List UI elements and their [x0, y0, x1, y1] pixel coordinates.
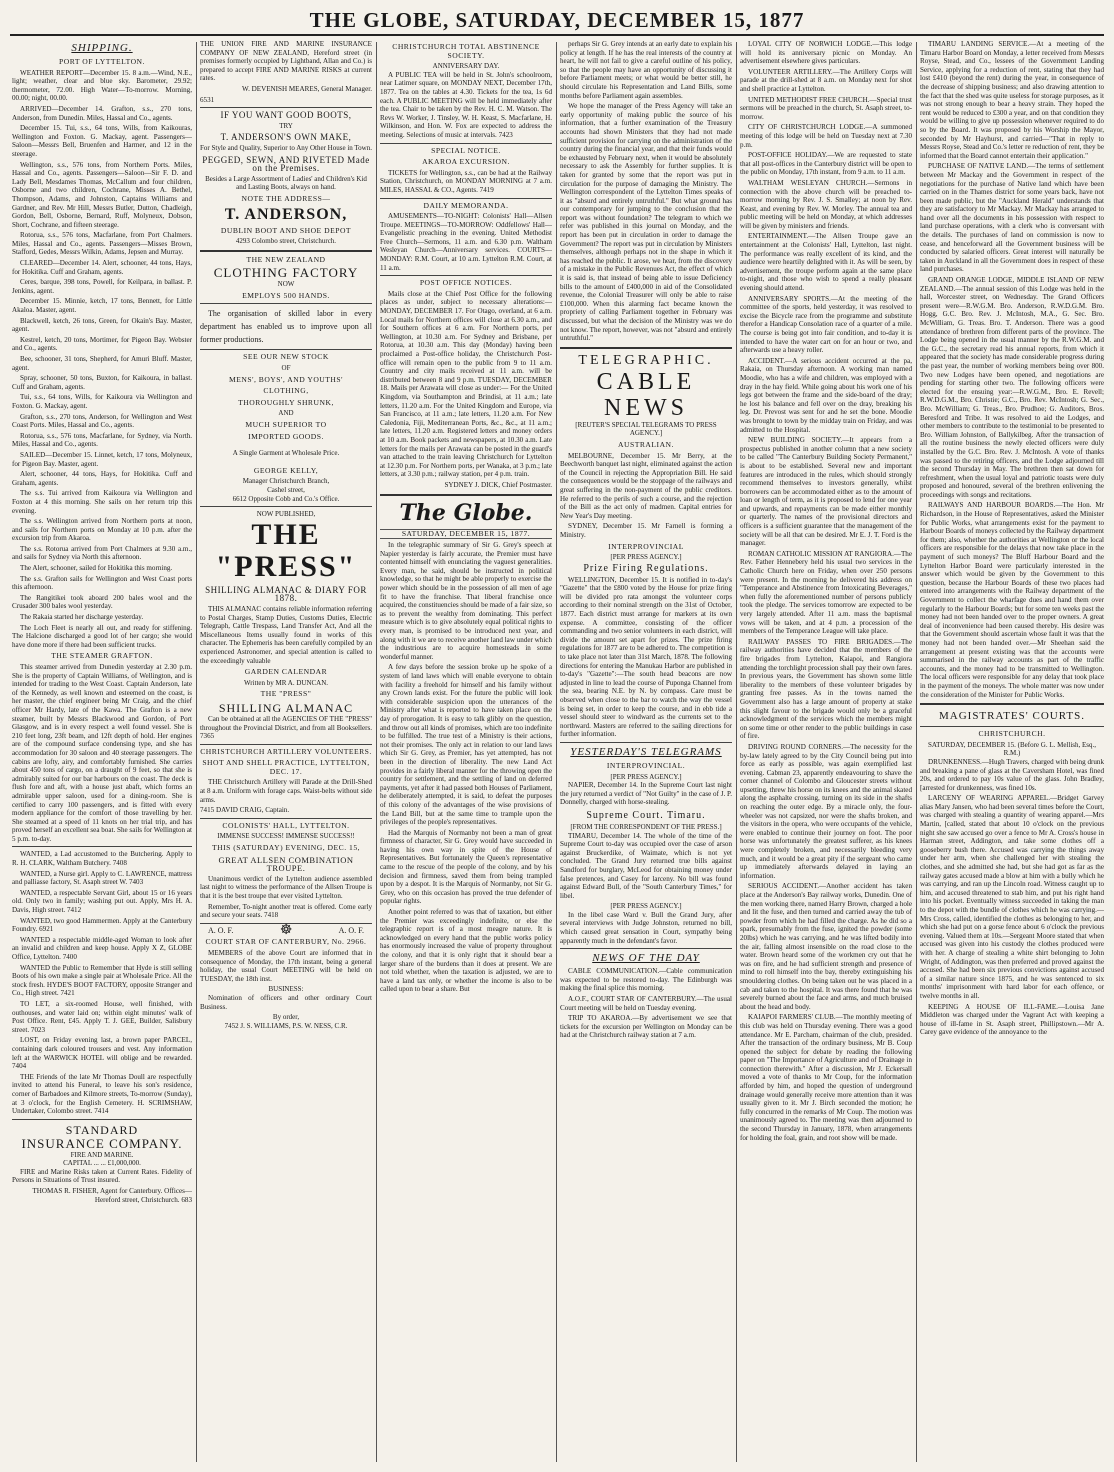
- editorial-paragraph: Another point referred to was that of taxation, but either the Premier was exceedingly indefinite, or else the telegraphic report is of a most meagre nature. It is acknowledged on every hand that the public works policy has enormously increased the value of property throughout the colony, and that it is only right that it should bear a larger share of the burdens than it does at present. We are not told whether, when the taxation is adjusted, we are to have a land tax only, or whether the income is also to be called upon to bear a share. But: [380, 908, 552, 994]
- news-items: [920, 40, 1104, 699]
- court-news-list: [920, 758, 1104, 1037]
- divider: [560, 347, 732, 349]
- union-insurance-ad: THE UNION FIRE AND MARINE INSURANCE COMPANY OF NEW ZEALAND, Hereford street (in premises formerly occupied by Lightband, Allan and Co.) is prepared to accept FIRE AND MARINE RISKS at current rates.: [200, 40, 372, 83]
- post-office-heading: POST OFFICE NOTICES.: [419, 278, 513, 288]
- standard-heading: STANDARD: [65, 1122, 139, 1137]
- business-heading: BUSINESS:: [268, 985, 304, 994]
- shrunk-label: THOROUGHLY SHRUNK,: [238, 397, 334, 407]
- column-6: [920, 40, 1104, 1464]
- news-item: TIMARU LANDING SERVICE.—At a meeting of the Timaru Harbor Board on Monday, a letter received from Messrs Royse, Stead, and Co., lessees of the Government Landing Service, applying for a reduction of rent, stating that they had lost £410 (beyond the rent) during the year, in consequence of the decrease of shipping business; and also drawing attention to the fact that the shed was quite useless for storage purposes, as it was not strong enough to bear a heavy strain. They hoped the rent would be reduced to £300 a year, and on that condition they would be willing to give up possession whenever required to do so by the Board. It was proposed by his Worship the Mayor, seconded by Mr Hayhurst, and carried—"That in reply to Messrs Royse, Stead and Co.'s letter re reduction of rent, they be informed that the Board cannot entertain their application.": [920, 40, 1104, 160]
- standard-signature: THOMAS R. FISHER, Agent for Canterbury. Offices—Hereford street, Christchurch. 683: [32, 1187, 192, 1204]
- akaroa-heading: AKAROA EXCURSION.: [422, 157, 510, 167]
- arrived-notice: ARRIVED—December 14. Grafton, s.s., 270 tons, Anderson, from Dunedin. Miles, Hassal and Co., agents.: [12, 104, 192, 122]
- abstinence-heading: CHRISTCHURCH TOTAL ABSTINENCE SOCIETY.: [392, 42, 540, 60]
- column-divider: [736, 42, 737, 1462]
- divider: [380, 143, 552, 144]
- news-item: DRIVING ROUND CORNERS.—The necessity for the by-law lately agreed to by the City Council being put into force as early as possible, was again exemplified last evening. Cabman 23, apparently endeavouring to shave the corner channel of Colombo and Gloucester streets without upsetting, threw his horse on its knees and the animal skated along the asphalte crossing, turning on its side in the shafts on reaching the outer edge. By a miracle only, the four-wheeler was not capsized, nor were the shafts broken, and the visitors in the opera, who were occupants of the vehicle, were enabled to continue their journey on foot. The poor horse was unfortunately the greatest sufferer, as his knees were completely broken, and necessarily bleeding very much, and it would be a great pity if the sergeant who came up immediately afterwards delayed in laying an information.: [740, 742, 912, 880]
- daily-memoranda: DAILY MEMORANDA.: [423, 200, 509, 210]
- shipping-entry: Wellington, s.s., 576 tons, from Northern Ports. Miles, Hassal and Co., agents. Passengers—Saloon—Sir F. D. and Lady Bell, Mesdames Thomas, McCallum and four children, Osborne and two children, Cochrane, Misses A. Bethel, Thompson, Adams, and Johnston, Captains Williams and Gardner, and Rev. Mr Hill, Messrs Butler, Dutton, Chadleigh, Gordon, Bell, Osborne, Bernard, Ruff, Molyneux, Dobson, Short, Cochrane, and fifteen steerage.: [12, 160, 192, 229]
- classified-ad: WANTED, two good Hammermen. Apply at the Canterbury Foundry. 6921: [12, 916, 192, 934]
- editorial-paragraph: We hope the manager of the Press Agency will take an early opportunity of making public the source of his information, that a further examination of the Treasury accounts had shown Ministers that they had not made sufficient provision for carrying on the administration of the country during the financial year, and that their funds would be exhausted by February next, when it would be absolutely necessary to ask the Assembly for further supplies. It is taken for granted by some that the report was put in circulation for the purpose of damaging the Ministry. The Wellington correspondent of the Lyttelton Times speaks of it as "absurd and entirely untruthful." But what ground has our contemporary for jumping to the conclusion that the report was without foundation? The telegram to which we refer was published in this journal on Monday, and the report has been put in circulation in order to damage the Government? The report was put in circulation by Ministers themselves, although perhaps not in the shape in which it has reached the public. It arose, we hear, from the discovery of a mistake in the Public Revenues Act, the effect of which it is said is, that instead of being able to issue Deficiency bills to the amount of £400,000 in aid of the Consolidated revenue, the Colonial Treasurer will only be able to raise £100,000. When this alarming fact became known the propriety of calling Parliament together in February was discussed, but what the decision of the Ministry was we do not know. The report, however, was not "absurd and entirely untruthful.": [560, 102, 732, 343]
- imported-label: IMPORTED GOODS.: [248, 431, 324, 441]
- divider: [200, 818, 372, 819]
- kelly-number: 6612: [232, 494, 247, 503]
- globe-date: SATURDAY, DECEMBER 15, 1877.: [380, 529, 552, 540]
- news-item: RAILWAYS AND HARBOUR BOARDS.—The Hon. Mr Richardson, in the House of Representatives, asked the Minister for Public Works, what arrangements exist for the payment to Harbour Boards of moneys collected by the Railway department for them; also, whether the authorities at Wellington or the local officers are responsible for the delays that now take place in the payment of such moneys? The Bluff Harbour Board and the Lyttelton Harbor Board were particularly interested in the answer which would be given by the Government to this question, because the Harbour Boards of these two places had entered into arrangements with the Railway department of the Government to collect the wharfage dues and hand them over regularly to the Harbour Boards; but for some ten weeks past the money had not been handed over to the proper owners. A great deal of inconvenience had been caused thereby. His desire was that the Government should ascertain whose fault it was that the money had not been handed over.—Mr Sheehan said the arrangement at present existing was that the accounts were summarised in the railway accounts as part of the traffic accounts, and the money had to be transmitted to Wellington. The local officers were responsible for any delay that took place in the payment of the moneys. The whole matter was now under the consideration of the Minister for Public Works.: [920, 501, 1104, 699]
- anniversary-day: ANNIVERSARY DAY.: [432, 62, 500, 71]
- divider: [200, 506, 372, 507]
- special-notice: SPECIAL NOTICE.: [431, 145, 501, 155]
- superior-label: MUCH SUPERIOR TO: [245, 420, 327, 430]
- news-of-day-list: [560, 967, 732, 1040]
- news-item: ENTERTAINMENT.—The Allsen Troupe gave an entertainment at the Colonists' Hall, Lyttelton, last night. The performance was really excellent of its kind, and the audience were heartily delighted with it. As will be seen, by advertisement, the troupe perform again at the same place to-night, and those who wish to spend a really pleasant evening should attend.: [740, 232, 912, 293]
- mens-label: MENS', BOYS', AND YOUTHS': [229, 374, 343, 384]
- shipping-entry: The Rakaia started her discharge yesterday.: [20, 613, 144, 622]
- shipping-entry: Spray, schooner, 50 tons, Buxton, for Kaikoura, in ballast. Cuff and Graham, agents.: [12, 374, 192, 391]
- shipping-entry: Rotorua, s.s., 576 tons, Macfarlane, for Sydney, via North. Miles, Hassal and Co., agents.: [12, 431, 192, 449]
- news-item: LOYAL CITY OF NORWICH LODGE.—This lodge will hold its anniversary picnic on Monday. An advertisement elsewhere gives particulars.: [740, 40, 912, 66]
- shipping-entry: Tui, s.s., 64 tons, Wills, for Kaikoura via Wellington and Foxton. G. Mackay, agent.: [12, 393, 192, 410]
- artillery-text: THE Christchurch Artillery will Parade at the Drill-Shed at 8 a.m. Uniform with forage caps. Waist-belts without side arms.: [200, 778, 372, 804]
- signature-number: 7452: [224, 1021, 239, 1030]
- classified-ad: WANTED a respectable middle-aged Woman to look after an invalid and children and keep house. Apply X Z, GLOBE Office, Lyttelton. 7400: [12, 935, 192, 961]
- shipping-entry: The s.s. Grafton sails for Wellington and West Coast ports this afternoon.: [12, 574, 192, 592]
- shot-heading: SHOT AND SHELL PRACTICE, LYTTELTON, DEC. 17.: [202, 758, 370, 776]
- note-address: NOTE THE ADDRESS—: [241, 193, 331, 203]
- see-stock: SEE OUR NEW STOCK: [243, 352, 329, 362]
- shipping-heading: SHIPPING.: [71, 42, 133, 54]
- divider: [12, 846, 192, 847]
- single-garment: A Single Garment at Wholesale Price.: [232, 449, 340, 458]
- news-item: GRAND ORANGE LODGE, MIDDLE ISLAND OF NEW ZEALAND.—The annual session of this Lodge was held in the hall, Worcester street, on Wednesday. The Grand Officers present were—R.W.G.M. Bro. Anderson, R.W.D.G.M. Bro. Hogg, G.C. Bro. Rev. J. McIntosh, M.A., G. Sec. Bro. McWilliam, G. Treas. Bro. T. Anderson. There was a good attendance of brethren from different parts of the province. The Lodge being opened in the usual manner by the R.W.G.M. and the G.C., the secretary read his annual reports, from which it appeared that the society has made considerable progress during the past year, the number of working members being over 800. Two new Lodges have been opened, and negotiations are pending for starting other two. The following officers were elected for the ensuing year:—R.W.G.M., Bro. E. Revell; R.W.D.G.M., Bro. Christie; G.C., Bro. Rev. McIntosh; G. Sec., Bro. McWilliam; G. Treas., Bro. Prudhoe; G. Auditors, Bros. Beresford and Tribe. It was resolved to aid the Lodges, and other members to contribute to the testimonial to be presented to Bro. William Johnston, of Ballykilbeg. After the transaction of all the routine business the newly elected officers were duly installed by the G.C. Bro. Rev. J. McIntosh. A vote of thanks was passed to the retiring officers, and the Lodge adjourned till the second Thursday in May. The brethren then sat down for refreshment, when the usual loyal and patriotic toasts were duly proposed and honoured, several of the brethren enlivening the proceedings with songs and recitations.: [920, 276, 1104, 499]
- divider: [920, 726, 1104, 727]
- masthead: [0, 0, 1114, 40]
- boots-try: TRY: [279, 121, 293, 130]
- divider: [380, 494, 552, 496]
- employs-label: EMPLOYS 500 HANDS.: [242, 290, 330, 300]
- shipping-entry: The Rangitikei took aboard 200 bales wool and the Crusader 300 bales wool yesterday.: [12, 593, 192, 611]
- column-1: [12, 40, 192, 1464]
- column-3: [380, 40, 552, 1464]
- shipping-entry: CLEARED—December 14. Alert, schooner, 44 tons, Hays, for Hokitika. Cuff and Graham, agents.: [12, 259, 192, 276]
- news-item: RAILWAY PASSES TO FIRE BRIGADES.—The railway authorities have decided that the members of the fire brigades from Lyttelton, Kaiapoi, and Rangiora attending the torchlight procession shall pay their own fares. In previous years, the Government has shown some little liberality to the members of these volunteer brigades by granting free passes. As in the towns named the Government also has a large amount of property at stake this slight favour to the brigade would only be a graceful acknowledgment of the services which the members might on some time or other render to the public buildings in case of fire.: [740, 637, 912, 741]
- the-press-label: THE "PRESS": [260, 689, 312, 699]
- now-published: NOW PUBLISHED,: [256, 510, 316, 519]
- akaroa-text: TICKETS for Wellington, s.s., can be had at the Railway Station, Christchurch, on MONDAY MORNING at 7 a.m. MILES, HASSAL & CO., Agents. 7419: [380, 168, 552, 194]
- and-label: AND: [278, 409, 294, 418]
- garden-by: Written by MR A. DUNCAN.: [243, 678, 329, 687]
- almanac-text: THIS ALMANAC contains reliable information referring to Postal Charges, Stamp Duties, Customs Duties, Electric Telegraph, Cattle Trespass, Land Transfer Act, And all the Miscellaneous Items usually found in works of this character. The Ephemeris has been carefully compiled by an experienced Astronomer, and special attention is called to the exceedingly valuable: [200, 604, 372, 665]
- shipping-entry: Blackwell, ketch, 26 tons, Green, for Okain's Bay. Master, agent.: [12, 316, 192, 334]
- weather-report: WEATHER REPORT—December 15. 8 a.m.—Wind, N.E., light; weather, clear and blue sky. Barometer, 29.92; thermometer, 72.00. High Water—To-morrow. Morning, 00.00; night, 00.00.: [12, 68, 192, 103]
- aof-row: [208, 922, 364, 938]
- immense-success: IMMENSE SUCCESS! IMMENSE SUCCESS!!: [217, 832, 355, 841]
- union-number: 6531: [200, 95, 215, 104]
- libel-text: In the libel case Ward v. Bull the Grand Jury, after several interviews with Judge Johnston, returned no bill, which caused great sensation in Court, sympathy being apparently much in the defendant's favor.: [560, 910, 732, 945]
- kelly-opp-text: Opposite Cobb and Co.'s Office.: [248, 494, 340, 503]
- williams-signature: J. S. WILLIAMS, P.S. W. NESS, C.R.: [240, 1021, 348, 1030]
- shipping-entry: The s.s. Rotorua arrived from Port Chalmers at 9.30 a.m., and sails for Sydney via North this afternoon.: [12, 544, 192, 562]
- allsen-text: Unanimous verdict of the Lyttelton audience assembled last night to witness the performance of the Allsen Troupe is that it is the best troupe that ever visited Lyttelton.: [200, 874, 372, 900]
- news-item: POST-OFFICE HOLIDAY.—We are requested to state that all post-offices in the Canterbury district will be open to the public on Monday, 17th instant, from 9 a.m. to 11 a.m.: [740, 151, 912, 177]
- shipping-entry: SAILED—December 15. Linnet, ketch, 17 tons, Molyneux, for Pigeon Bay. Master, agent.: [12, 450, 192, 468]
- news-item: ROMAN CATHOLIC MISSION AT RANGIORA.—The Rev. Father Hennebery held his usual two services in the Catholic Church here on Friday, when over 250 persons were present. In the morning he delivered his address on "Temperance and Abstinence from Intoxicating Beverages," when fully the aforementioned number of persons publicly took the pledge. The services tomorrow are expected to be very largely attended. After 11 a.m. mass the baptismal vows will be taken, and at 4 p.m. a procession of the members of the Temperance League will take place.: [740, 549, 912, 636]
- classified-ad: LOST, on Friday evening last, a brown paper PARCEL, containing dark coloured trousers and vest. Any information left at the WARWICK HOTEL will oblige and be rewarded. 7404: [12, 1036, 192, 1071]
- of-label: OF: [281, 364, 291, 373]
- boots-text: For Style and Quality, Superior to Any Other House in Town.: [200, 143, 372, 152]
- classified-ad: WANTED, a Lad accustomed to the Butchering. Apply to R. H. CLARK, Waltham Butchery. 7408: [12, 850, 192, 868]
- editorial-paragraph: perhaps Sir G. Grey intends at an early date to explain his policy at length. If he has the real interests of the country at heart, he will not fail to give a careful outline of his policy, so that the people may have an opportunity of discussing it before Parliament meets; or what would be better still, he should circulate his Representation and Land Bills, some months before Parliament again assembles.: [560, 40, 732, 100]
- news-of-day-heading: NEWS OF THE DAY: [592, 952, 700, 965]
- masthead-rule: [10, 34, 1104, 36]
- news-item: CITY OF CHRISTCHURCH LODGE.—A summoned meeting of this lodge will be held on Tuesday next at 7.30 p.m.: [740, 123, 912, 149]
- kelly-address: Cashel street,: [267, 486, 305, 494]
- column-4: [560, 40, 732, 1464]
- news-item: TRIP TO AKAROA.—By advertisement we see that tickets for the excursion per Wellington on Monday can be had at the Christchurch railway station at 7 a.m.: [560, 1014, 732, 1040]
- classified-ad: TO LET, a six-roomed House, well finished, with outhouses, and water laid on; within eight minutes' walk of Post Office. Rent, £45. Apply T. J. GEE, Builder, Salisbury street. 7023: [12, 999, 192, 1034]
- shipping-entry: December 15. Tui, s.s., 64 tons, Wills, from Kaikouras, Wellington and Foxton. G. Mackay, agent. Passengers—Saloon—Messrs Bell, Bruenfen and Harmer, and 12 in the steerage.: [12, 124, 192, 158]
- nz-heading: THE NEW ZEALAND: [246, 254, 326, 264]
- shipping-entry: December 15. Minnie, ketch, 17 tons, Bennett, for Little Akaloa. Master, agent.: [12, 297, 192, 315]
- divider: [380, 198, 552, 199]
- divider: [920, 703, 1104, 705]
- column-2: [200, 40, 372, 1464]
- postmaster-signature: SYDNEY J. DICK, Chief Postmaster.: [444, 480, 552, 489]
- divider: [380, 275, 552, 276]
- prize-heading: Prize Firing Regulations.: [583, 562, 709, 574]
- court-item: DRUNKENNESS.—Hugh Travers, charged with being drunk and breaking a pane of glass at the Caversham Hotel, was fined 20s, and ordered to pay 10s value of the glass. John Bradley, [arrested for drunkenness, was fined 10s.: [920, 757, 1104, 792]
- classified-ad: WANTED, a respectable Servant Girl, about 15 or 16 years old. Only two in family; washing put out. Apply, Mrs H. A. Davis, High street. 7412: [12, 888, 192, 915]
- colonists-heading: COLONISTS' HALL, LYTTELTON.: [222, 820, 350, 830]
- reuters-label: [REUTER'S SPECIAL TELEGRAMS TO PRESS AGENCY.]: [575, 420, 717, 438]
- per-press-label-3: [PER PRESS AGENCY.]: [610, 902, 682, 911]
- from-correspondent: [FROM THE CORRESPONDENT OF THE PRESS.]: [570, 822, 722, 831]
- editorial-paragraph: Had the Marquis of Normanby not been a man of great firmness of character, Sir G. Grey would have succeeded in having his own way in spite of the House of Representatives. But fortunately the Queen's representative came to the rescue of the people of the colony, and by his decision and firmness, saved them from being trampled upon by a despot. It is the Marquis of Normanby, not Sir G. Grey, who on this occasion has proved the true defender of popular rights.: [380, 828, 552, 906]
- yesterday-telegrams: YESTERDAY'S TELEGRAMS: [570, 745, 722, 758]
- standard-text: FIRE and Marine Risks taken at Current Rates. Fidelity of Persons in Situations of Trust insured.: [12, 1167, 192, 1185]
- sydney-text: SYDNEY, December 15. Mr Farnell is forming a Ministry.: [560, 522, 732, 539]
- cable-news-heading: CABLE NEWS: [596, 368, 696, 421]
- divider: [560, 742, 732, 743]
- by-order: By order,: [272, 1013, 300, 1022]
- almanac-heading: SHILLING ALMANAC & DIARY FOR 1878.: [205, 584, 367, 604]
- court-star-heading: COURT STAR OF CANTERBURY, No. 2966.: [205, 937, 367, 947]
- per-press-label: [PER PRESS AGENCY.]: [610, 553, 682, 562]
- anderson-sub: DUBLIN BOOT AND SHOE DEPOT: [220, 225, 352, 235]
- now-label: NOW: [277, 280, 295, 289]
- court-date: SATURDAY, DECEMBER 15. (Before G. L. Mellish, Esq., R.M.): [927, 740, 1096, 758]
- aof-left: A. O. F.: [208, 925, 234, 935]
- aof-right: A. O. F.: [338, 925, 364, 935]
- grafton-heading: THE STEAMER GRAFTON.: [51, 651, 153, 661]
- intercolonial-heading: INTERPROVINCIAL: [608, 541, 684, 551]
- shipping-entry: Grafton, s.s., 270 tons, Anderson, for Wellington and West Coast Ports. Miles, Hassal and Co., agents.: [12, 412, 192, 430]
- clothing-label: CLOTHING,: [263, 386, 309, 396]
- standard-sub: FIRE AND MARINE.: [70, 1150, 134, 1159]
- grafton-article: This steamer arrived from Dunedin yesterday at 2.30 p.m. She is the property of Captain Williams, of Wellington, and is intended for trading to the West Coast. Captain Anderson, late of the Kennedy, as well known and esteemed on the coast, is her master, the chief engineer being Mr Craig, and the chief officer Mr Hardy, late of the Kawa. The Grafton is a new steamer, built by Messrs Blackwood and Gordon, of Port Glasgow, and is in every respect a well found vessel. She is 210 feet long, 23ft beam, and 12ft depth of hold. Her engines are of the compound surface condensing type, and she has accommodation for 30 saloon and 40 steerage passengers. The cabins are lofty, airy, and comfortably furnished. She carries about 450 tons of cargo, on a draught of 9 feet, so that she is admirably suited for our bar harbours on the coast. The deck is flush fore and aft, with a house just abaft, which forms an admirable upper saloon, used for a dining-room. She is certified to carry 100 passengers, and is fitted with every modern appliance for the comfort of those travelling by her. She steamed at a speed of 11 knots on her trial trip, and has proved herself an excellent sea boat. She sails for Wellington at 5 p.m. to-day.: [12, 663, 192, 843]
- shipping-entry: Rotorua, s.s., 576 tons, Macfarlane, from Port Chalmers. Miles, Hassal and Co., agents. Passengers—Misses Brown, Stafford, Gedes, Messrs Wilkin, Adams, Jepsen and Murray.: [12, 231, 192, 257]
- editorial: [380, 541, 552, 994]
- telegraphic-heading: TELEGRAPHIC.: [578, 352, 714, 368]
- news-item: A.O.F., COURT STAR OF CANTERBURY.—The usual Court meeting will be held on Tuesday evening.: [560, 995, 732, 1012]
- news-item: CABLE COMMUNICATION.—Cable communication was expected to be restored to-day. The Edinburgh was making the final splice this morning.: [560, 967, 732, 993]
- abstinence-text: A PUBLIC TEA will be held in St. John's schoolroom, near Latimer square, on MONDAY NEXT, December 17th, 1877. Tea on the tables at 4.30. Tickets for the tea, 1s 6d each. A PUBLIC MEETING will be held immediately after the tea. Chair to be taken by the Rev. H. C. M. Watson. The Revs W. Worker, J. Tinsley, W. H. Keast, S. Macfarlane, H. Wilkinson, and Hon. W. Fox are expected to address the meeting. Selections of music at intervals. 7423: [380, 70, 552, 139]
- news-item: PURCHASE OF NATIVE LAND.—The terms of settlement between Mr Mackay and the Government in respect of the negotiations for the purchase of Native land which have been carried on in the Thames district for some years back, have not been made public, but the "Auckland Herald" understands that they are satisfactory to Mr Mackay. Mr Mackay has arranged to hand over all the documents in his possession with respect to land purchase operations, with a clerk who is conversant with the details. The purchases of land on commission is now to cease, and henceforward all the Government business will be conducted by salaried officers. Great interest will naturally be taken in Auckland in all the Government does in respect of these land purchases.: [920, 162, 1104, 274]
- editorial-paragraph: A few days before the session broke up he spoke of a system of land laws which will enable everyone to obtain with facility a freehold for himself and his family without any Crown lands exist. For the future the public will look with considerable suspicion upon the utterances of the Ministry after what is reported to have taken place on the day of prorogation. It is easy to talk glibly on the question, and throw out all kinds of promises, which are too indefinite to be fulfilled. The true test of a Ministry is their actions, not their promises. The only act in relation to our land laws which Sir G. Grey, as Premier, has yet attempted, has not been in the direction of liberality. The new Land Act provides in a fairly liberal manner for the throwing open the country for settlement, and the settling of land on deferred payments, yet after it had passed both Houses of Parliament, he deliberately attempted, it is said, to defeat the purposes of this colony of the advantages of the wise provisions of the Land Bill, but at the same time to trample upon the privileges of the people's representatives.: [380, 663, 552, 827]
- news-item: KAIAPOI FARMERS' CLUB.—The monthly meeting of this club was held on Thursday evening. There was a good attendance. Mr E. Parcham, chairman of the club, presided. After the transaction of the ordinary business, Mr B. Coup opened the subject for debate by reading the following paper on "The Importance of Agriculture and of Drainage in connection therewith." After a discussion, Mr J. Eckersall moved a vote of thanks to Mr Coup, for the information afforded by him, and hoped the question of underground drainage would generally receive more attention than it was usually given to it. Mr J. Birch seconded the motion; he fully concurred in the remarks of Mr Coup. The motion was unanimously agreed to. The meeting was then adjourned to the second Thursday in January, 1878, when arrangements for holding the foal, grain, and root show will be made.: [740, 1013, 912, 1142]
- shipping-entry: The Alert, schooner, sailed for Hokitika this morning.: [20, 564, 173, 573]
- artillery-heading: CHRISTCHURCH ARTILLERY VOLUNTEERS.: [200, 746, 372, 756]
- boots-make: T. ANDERSON'S OWN MAKE,: [220, 132, 352, 143]
- aof-emblem-icon: ☸: [279, 922, 293, 938]
- this-evening: THIS (SATURDAY) EVENING, DEC. 15,: [211, 843, 361, 853]
- anderson-address: 4293 Colombo street, Christchurch.: [235, 237, 337, 246]
- news-items: [740, 40, 912, 1142]
- standard-name: INSURANCE COMPANY.: [21, 1135, 183, 1151]
- shipping-entry: The s.s. Wellington arrived from Northern ports at noon, and sails for Northern ports on Monday at 10 p.m. after the excursion trip from Akaroa.: [12, 517, 192, 543]
- artillery-signature: 7415 DAVID CRAIG, Captain.: [200, 806, 290, 815]
- per-press-label-2: [PER PRESS AGENCY.]: [610, 772, 682, 781]
- kelly-title: Manager Christchurch Branch,: [242, 477, 330, 486]
- australian-text: MELBOURNE, December 15. Mr Berry, at the Beechworth banquet last night, eliminated against the action of the Council in rejecting the Appropriation Bill. He said the consequences would be the stoppage of the railways and great suffering in the non-payment of the public creditors. He referred to the perils of such a course, and the rejection of the Bill as the act only of madmen. Capital entries for New Year's Day meeting.: [560, 451, 732, 520]
- allsen-heading: GREAT ALLSEN COMBINATION TROUPE.: [218, 854, 354, 874]
- divider: [560, 948, 732, 949]
- pegged-text: Besides a Large Assortment of Ladies' and Children's Kid and Lasting Boots, always on hand.: [205, 174, 367, 192]
- kelly-opposite: [200, 495, 372, 504]
- anderson-name: T. ANDERSON,: [224, 205, 348, 223]
- column-divider: [196, 42, 197, 1462]
- news-item: ANNIVERSARY SPORTS.—At the meeting of the committee of the sports, held yesterday, it was resolved to excise the Bicycle race from the programme and substitute therefor a Handicap Consolation race of a quarter of a mile. The course is being got into fair condition, and to-day it is intended to have the water cart on for an hour or two, and afterwards use a heavy roller.: [740, 294, 912, 355]
- news-item: NEW BUILDING SOCIETY.—It appears from a prospectus published in another column that a new society to be called "The Canterbury Building Society Permanent," is about to be established. Several new and important features are introduced in the rules, which should strongly recommend themselves to investors generally, whilst borrowers can be accommodated either as to the amount of loan or length of term, as it is proposed to lend for one year and upwards, and repayments can be made either monthly or quarterly. The names of the provisional directors and officers is a sufficient guarantee that the management of the society will be all that can be desired. Mr E. J. T. Ford is the manager.: [740, 436, 912, 548]
- port-heading: PORT OF LYTTELTON.: [59, 57, 145, 66]
- prize-text: WELLINGTON, December 15. It is notified in to-day's "Gazette" that the £800 voted by the House for prize firing will be divided pro rata amongst the volunteer corps according to their nominal strength on the 31st of October, 1877. Each district must arrange for markers at its own expense. A committee, consisting of the officer commanding and two senior volunteers in each district, will divide the amount set apart for prizes. The prize firing regulations for 1877 are to be adhered to. The competition is to take place not later than 31st March, 1878. The following directions for entering the Manukau Harbor are published in to-day's "Gazette":—The south head beacons are now adjusted in line to lead the course of Puponga Channel from the sea, bearing N.E. by N. by compass. Care must be observed when close to the bar to watch the way the vessel is being set, in order to keep the course, and in ebb tide a vessel should steer to windward as the currents set to the northward. Masters are referred to the sailing directions for further information.: [560, 575, 732, 739]
- allsen-text2: Remember, To-night another treat is offered. Come early and secure your seats. 7418: [200, 902, 372, 920]
- court-star-text: MEMBERS of the above Court are informed that in consequence of Monday, the 17th instant, being a general holiday, the usual Court MEETING will be held on TUESDAY, the 18th inst.: [200, 948, 372, 983]
- shipping-entry: The s.s. Tui arrived from Kaikoura via Wellington and Foxton at 4 this morning. She sails on her return trip this evening.: [12, 489, 192, 515]
- shipping-entry: Bee, schooner, 31 tons, Shepherd, for Amuri Bluff. Master, agent.: [12, 355, 192, 372]
- post-office-text: Mails close at the Chief Post Office for the following places as under, subject to necessary alterations:— MONDAY, DECEMBER 17. For Otago, overland, at 6 a.m. Local mails for Northern offices will close at 6.30 a.m., and for Southern offices at 6 a.m. For Northern ports, per Wellington, at 10.30 a.m. For Sydney and Brisbane, per Rotorua, at 10.30 a.m. This day (Monday) having been proclaimed a Post-office holiday, the Christchurch Post-office will remain open to the public from 9 to 11 a.m. Country and city mails received at 11 a.m. will be distributed between 8 and 9 p.m. TUESDAY, DECEMBER 18. Mails per Arawata will close as under:— For the United Kingdom, via Southampton and Brindisi, at 11 a.m.; late letters, 11.20 a.m. For the United Kingdom and Europe, via San Francisco, at 11 a.m.; late letters, 11.20 a.m. For New Caledonia, Fiji, Mediterranean Ports, &c., &c., at 11 a.m.; late letters, 11.20 a.m. Registered letters and money orders at 10 a.m. Book packets and newspapers, at 10.30 a.m. Late letters for the mails per Arawata can be posted in the guard's van attached to the train leaving Christchurch for Lyttelton at 12.30 p.m. For Northern ports, per Wanaka, at 3 p.m.; late letters, at 3.30 p.m.; railway station, per 4 p.m. train.: [380, 289, 552, 479]
- napier-text: NAPIER, December 14. In the Supreme Court last night the jury returned a verdict of "Not Guilty" in the case of J. P. Donnelly, charged with horse-stealing.: [560, 781, 732, 807]
- news-item: SERIOUS ACCIDENT.—Another accident has taken place at the Anderson's Bay railway works, Dunedin. One of the men working there, named Harry Brown, charged a hole and lit the fuse, and then turned and carried away the tub of powder from which he had filled the charge. As he did so a spark, presumably from the fuse, ignited the powder (some 20lbs) which he was carrying, and he was lifted bodily into the air, falling almost insensible on the road close to the water. Brown heard some of the workmen cry out that he was on fire, and he had sufficient strength and presence of mind to roll himself into the bay, thereby extinguishing his smouldering clothes. On being taken out he was placed in a cab and taken to the hospital. It was there found that he was severely burned about the face and arms, and much bruised about the head and body.: [740, 882, 912, 1011]
- christchurch-heading: CHRISTCHURCH.: [978, 729, 1046, 739]
- editorial-continued: [560, 40, 732, 343]
- pegged-heading: PEGGED, SEWN, AND RIVETED Made on the Premises.: [202, 154, 370, 174]
- supreme-court-heading: Supreme Court. Timaru.: [586, 809, 706, 821]
- magistrates-heading: MAGISTRATES' COURTS.: [938, 710, 1085, 723]
- obtain-text: Can be obtained at all the AGENCIES OF THE "PRESS" throughout the Provincial District, and from all Booksellers. 7365: [200, 714, 372, 741]
- shipping-entry: Alert, schooner, 44 tons, Hays, for Hokitika. Cuff and Graham, agents.: [12, 470, 192, 487]
- editorial-paragraph: In the telegraphic summary of Sir G. Grey's speech at Napier yesterday is fairly accurate, the Premier must have contented himself with enunciating the vaguest generalities. Every man, he said, should be instructed in political knowledge, so that he might be able properly to exercise the power which should be in the possession of all men of age fit to have the franchise. That liberal franchise once acquired, the constituencies should be made of a fair size, so as to prevent the wealthy from dominating. This perfect measure which is to give absolutely equal political rights to every man, is promised to be introduced next year, and along with it we are to receive another land law under which the industrious are to acquire homesteads in some wonderful manner.: [380, 541, 552, 661]
- divider: [12, 1119, 192, 1120]
- shipping-entry: Ceres, barque, 398 tons, Powell, for Keilpara, in ballast. P. Jenkins, agent.: [12, 278, 192, 295]
- news-item: UNITED METHODIST FREE CHURCH.—Special trust sermons will be preached in the church, St. Asaph street, to-morrow.: [740, 95, 912, 121]
- standard-capital: CAPITAL ... ... £1,000,000.: [63, 1159, 141, 1168]
- australian-heading: AUSTRALIAN.: [618, 439, 674, 449]
- clothing-factory: CLOTHING FACTORY: [213, 265, 359, 281]
- garden-calendar: GARDEN CALENDAR: [244, 667, 328, 677]
- masthead-title: THE GLOBE, SATURDAY, DECEMBER 15, 1877: [309, 8, 805, 32]
- boots-heading: IF YOU WANT GOOD BOOTS,: [220, 110, 352, 121]
- classified-ads: [12, 850, 192, 1115]
- timaru-text: TIMARU, December 14. The whole of the time of the Supreme Court to-day was occupied over the case of arson against Bruckerdike, of Waimate, which is not yet concluded. The Grand Jury returned true bills against Sandford for burglary, McLeod for obtaining money under false pretences, and Casey for larceny. No bill was found against Edward Bull, of the "South Canterbury Times," for libel.: [560, 831, 732, 900]
- press-title: THE "PRESS": [215, 517, 357, 583]
- shipping-list: [12, 124, 192, 649]
- divider: [200, 250, 372, 252]
- column-divider: [916, 42, 917, 1462]
- news-item: VOLUNTEER ARTILLERY.—The Artillery Corps will parade at the drill-shed at 8 a.m. on Monday next for shot and shell practice at Lyttelton.: [740, 67, 912, 93]
- news-item: WALTHAM WESLEYAN CHURCH.—Sermons in connection with the above church will be preached to-morrow morning by Rev. J. S. Smalley; at noon by Rev. Keast, and evening by Rev. W. Morley. The annual tea and public meeting will be held on Monday, at which addresses will be given by ministers and friends.: [740, 178, 912, 230]
- daily-text: AMUSEMENTS—TO-NIGHT: Colonists' Hall—Allsen Troupe. MEETINGS—TO-MORROW: Oddfellows' Hall—Evangelistic preaching in the evening. United Methodist Free Church—Sermons, 11 a.m. and 6.30 p.m. Waltham Wesleyan Church—Anniversary services. COURTS—MONDAY: R.M. Court, at 10 a.m. Lyttelton R.M. Court, at 11 a.m.: [380, 212, 552, 272]
- court-item: LARCENY OF WEARING APPAREL.—Bridget Garvey alias Mary Jansen, who had been several times before the Court, was charged with stealing a quantity of wearing apparel.—Mrs Martin, [called, stated that about 10 o'clock on the previous night she saw accused go over a fence to Mr A. Cross's house in Harman street, Addington, and take some clothes off a gooseberry bush there. Accused was carrying the things away under her arm, when she challenged her with stealing the clothes, and she admitted she had, but she had got as far as the railway gates accused made a blow at him with a bully which he was carrying, and ran up the Lincoln road. Witness caught up to him, and accused threatened to stab him, and put his right hand into his pocket. Eventually witness succeeded in taking the man to the depot with the bundle of clothes which he was carrying.—Mrs Cross, called, identified the clothes as belonging to her, and which she had put on a gorse fence about 6 o'clock the previous evening. Valued them at 10s.—Sergeant Moore stated that when accused was given into his custody the clothes produced were with her. A charge of stealing a white shirt belonging to John Wright, of Addington, was then preferred and proved against the accused. She had been six previous convictions against accused of a similar nature since 1875, and he was sentenced to six months' imprisonment with hard labor for each offence, or twelve months in all.: [920, 794, 1104, 1000]
- news-item: ACCIDENT.—A serious accident occurred at the pa, Rakaia, on Thursday afternoon. A working man named Moodie, who has a wife and children, was employed with a dray in the hay field. While going about his work one of his legs got between the frame and the side-board of the dray; he lost his balance and fell over on the dray, breaking his leg. Dr. Prevost was sent for and he set the bone. Moodie was brought to town by the midday train on Friday, and was admitted to the Hospital.: [740, 356, 912, 434]
- column-5: [740, 40, 912, 1464]
- globe-title: The Globe.: [399, 499, 533, 526]
- column-divider: [556, 42, 557, 1462]
- court-item: KEEPING A HOUSE OF ILL-FAME.—Louisa Jane Middleton was charged under the Vagrant Act with keeping a house of ill-fame in St. Asaph street, Phillipstown.—Mr A. Carey gave evidence of the annoyance to the: [920, 1002, 1104, 1037]
- organisation-text: The organisation of skilled labor in every department has enabled us to improve upon all former productions.: [200, 309, 372, 345]
- column-divider: [376, 42, 377, 1462]
- shilling-almanac: SHILLING ALMANAC: [218, 700, 354, 715]
- kelly-name: GEORGE KELLY,: [253, 465, 319, 475]
- divider: [200, 303, 372, 304]
- divider: [200, 744, 372, 745]
- classified-ad: THE Friends of the late Mr Thomas Doull are respectfully invited to attend his Funeral, to leave his son's residence, corner of Barbadoes and Kilmore streets, To-morrow (Sunday), at 3 o'clock, for the English Cemetery. H. SCRIMSHAW, Undertaker, Colombo street. 7414: [12, 1072, 192, 1116]
- business-text: Nomination of officers and other ordinary Court Business.: [200, 993, 372, 1011]
- divider: [200, 107, 372, 108]
- classified-ad: WANTED, a Nurse girl. Apply to C. LAWRENCE, mattress and palliasse factory, St. Asaph street W. 7403: [12, 869, 192, 887]
- union-signature: W. DEVENISH MEARES, General Manager.: [242, 84, 372, 93]
- classified-ad: WANTED the Public to Remember that Hyde is still selling Boots of his own make a single pair at Wholesale Price. All the stock fresh. HYDE'S BOOT FACTORY, opposite Stranger and Co., High street. 7421: [12, 963, 192, 998]
- shipping-entry: The Loch Fleet is nearly all out, and ready for stiffening. The Halcione discharged a good lot of her cargo; she would have done more if there had been sufficient trucks.: [12, 623, 192, 649]
- divider: [200, 349, 372, 350]
- shipping-entry: Kestrel, ketch, 20 tons, Mortimer, for Pigeon Bay. Webster and Co., agents.: [12, 335, 192, 353]
- interprovincial-heading: INTERPROVINCIAL.: [606, 760, 686, 770]
